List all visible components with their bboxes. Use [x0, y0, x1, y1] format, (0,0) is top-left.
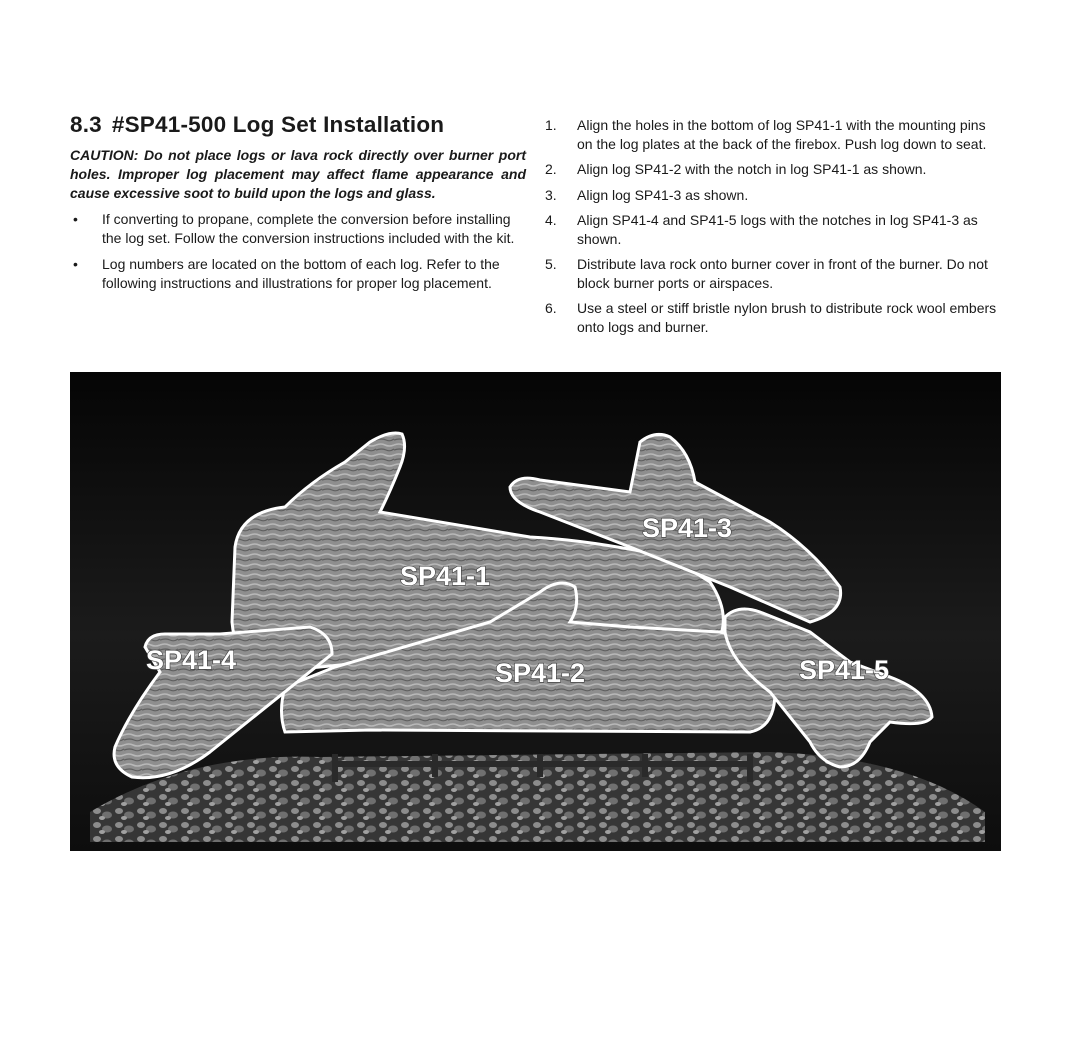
- bullet-text: If converting to propane, complete the conversion before installing the log set. Follow the conversion instructions included with the kit.: [102, 211, 515, 246]
- section-number: 8.3: [70, 112, 102, 137]
- step-number: 1.: [545, 117, 557, 133]
- log-set-illustration: [70, 372, 1001, 851]
- bullet-item: [70, 210, 526, 248]
- steps-list: [545, 116, 1005, 336]
- label-sp41-3: SP41-3: [642, 513, 733, 543]
- step-number: 3.: [545, 186, 557, 203]
- step-item: [545, 255, 1005, 292]
- step-text: Align the holes in the bottom of log SP41-1 with the mounting pins on the log plates at the back of the firebox. Push log down to seat.: [577, 117, 987, 152]
- bullet-icon: •: [73, 256, 78, 272]
- right-column: [545, 116, 1005, 343]
- label-sp41-2: SP41-2: [495, 658, 586, 688]
- step-text: Use a steel or stiff bristle nylon brush to distribute rock wool embers onto logs and burner.: [577, 300, 997, 335]
- step-item: [545, 211, 1005, 248]
- label-sp41-5: SP41-5: [799, 655, 890, 685]
- label-sp41-1: SP41-1: [400, 561, 491, 591]
- step-item: [545, 186, 1005, 205]
- step-number: 5.: [545, 256, 557, 272]
- log-set-photo: [70, 372, 1001, 851]
- bullet-icon: •: [73, 211, 78, 227]
- bullet-text: Log numbers are located on the bottom of each log. Refer to the following instructions and illustrations for proper log placement.: [102, 256, 500, 291]
- step-text: Align log SP41-3 as shown.: [577, 186, 749, 203]
- bullet-item: [70, 255, 526, 293]
- label-sp41-4: SP41-4: [146, 645, 237, 675]
- step-text: Align log SP41-2 with the notch in log SP41-1 as shown.: [577, 161, 927, 177]
- section-heading: [70, 112, 526, 138]
- step-text: Distribute lava rock onto burner cover in front of the burner. Do not block burner ports or airspaces.: [577, 256, 988, 291]
- section-title: #SP41-500 Log Set Installation: [111, 112, 445, 137]
- step-text: Align SP41-4 and SP41-5 logs with the notches in log SP41-3 as shown.: [577, 212, 978, 247]
- step-number: 6.: [545, 300, 557, 316]
- step-item: [545, 299, 1005, 336]
- step-item: [545, 116, 1005, 153]
- step-number: 2.: [545, 161, 557, 177]
- step-number: 4.: [545, 212, 557, 228]
- left-column: [70, 112, 526, 300]
- bullet-list: [70, 210, 526, 293]
- caution-text: CAUTION: Do not place logs or lava rock directly over burner port holes. Improper log placement may affect flame appearance and cause excessive soot to build upon the logs and glass.: [70, 147, 526, 201]
- step-item: [545, 160, 1005, 179]
